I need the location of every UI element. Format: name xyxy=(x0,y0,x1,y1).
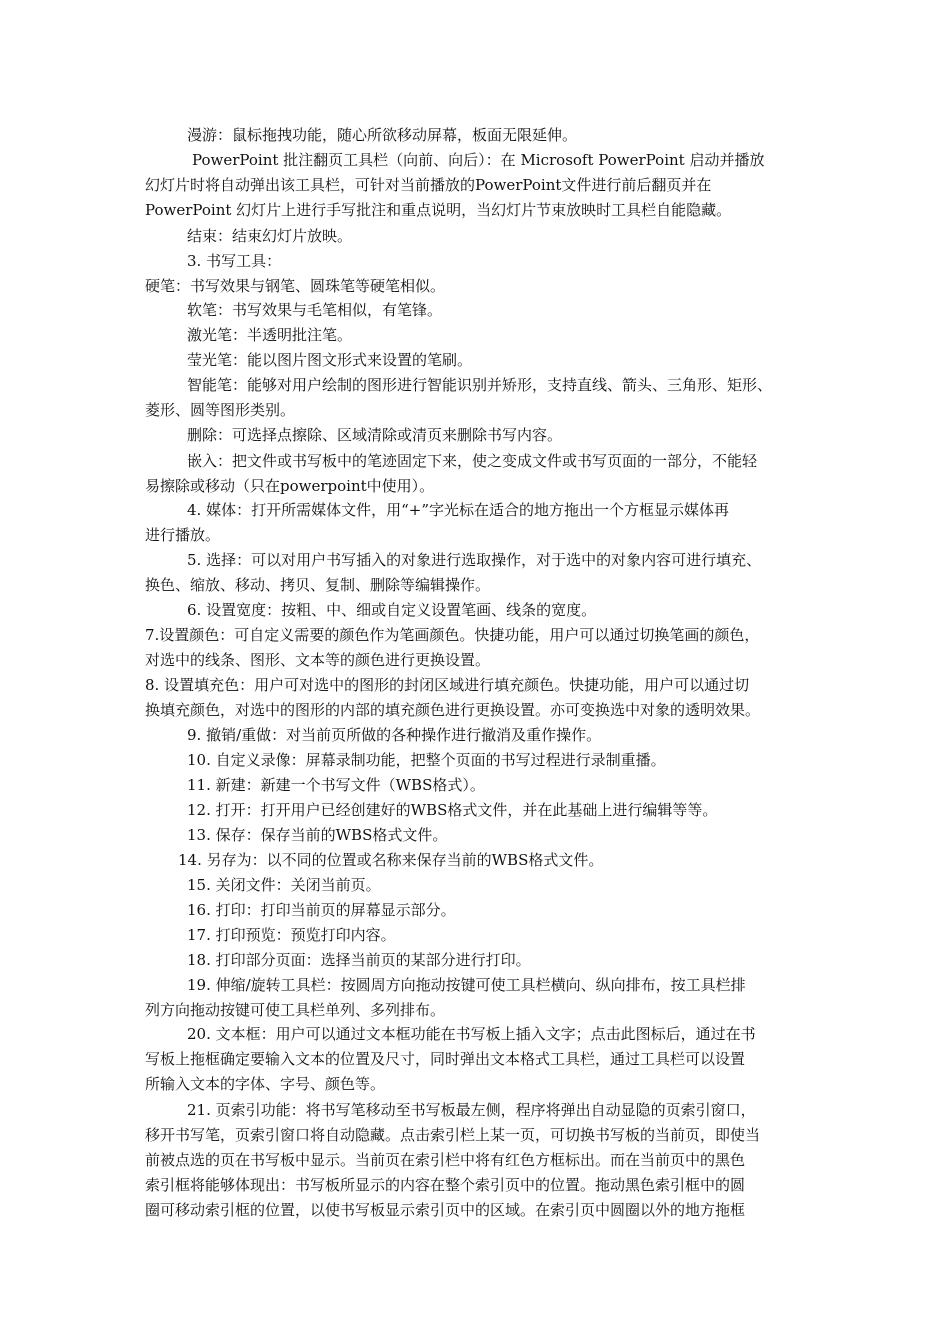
paragraph-line: 智能笔：能够对用户绘制的图形进行智能识别并矫形，支持直线、箭头、三角形、矩形、 xyxy=(187,376,773,394)
paragraph-line: 移开书写笔，页索引窗口将自动隐藏。点击索引栏上某一页，可切换书写板的当前页，即使当 xyxy=(145,1126,761,1144)
paragraph-line: 进行播放。 xyxy=(145,526,221,544)
paragraph-line: 删除：可选择点擦除、区域清除或清页来删除书写内容。 xyxy=(187,426,563,444)
paragraph-line: 20. 文本框：用户可以通过文本框功能在书写板上插入文字；点击此图标后，通过在书 xyxy=(187,1025,756,1043)
paragraph-line: PowerPoint 幻灯片上进行手写批注和重点说明，当幻灯片节束放映时工具栏自能隐藏。 xyxy=(145,201,732,219)
paragraph-line: 索引框将能够体现出：书写板所显示的内容在整个索引页中的位置。拖动黑色索引框中的圆 xyxy=(145,1176,746,1194)
section-heading: 3. 书写工具： xyxy=(187,252,282,270)
paragraph-line: 13. 保存：保存当前的WBS格式文件。 xyxy=(187,826,448,844)
paragraph-line: 莹光笔：能以图片图文形式来设置的笔刷。 xyxy=(187,351,473,369)
paragraph-line: 激光笔：半透明批注笔。 xyxy=(187,326,353,344)
paragraph-line: 前被点选的页在书写板中显示。当前页在索引栏中将有红色方框标出。而在当前页中的黑色 xyxy=(145,1151,746,1169)
paragraph-line: 15. 关闭文件：关闭当前页。 xyxy=(187,876,381,894)
paragraph-line: 所输入文本的字体、字号、颜色等。 xyxy=(145,1075,386,1093)
paragraph-line: 19. 伸缩/旋转工具栏：按圆周方向拖动按键可使工具栏横向、纵向排布，按工具栏排 xyxy=(187,976,746,994)
paragraph-line: 12. 打开：打开用户已经创建好的WBS格式文件，并在此基础上进行编辑等等。 xyxy=(187,801,718,819)
paragraph-line: 17. 打印预览：预览打印内容。 xyxy=(187,926,396,944)
paragraph-line: PowerPoint 批注翻页工具栏（向前、向后）：在 Microsoft PowerPoint 启动并播放 xyxy=(192,151,765,169)
paragraph-line: 6. 设置宽度：按粗、中、细或自定义设置笔画、线条的宽度。 xyxy=(187,601,597,619)
paragraph-line: 10. 自定义录像：屏幕录制功能，把整个页面的书写过程进行录制重播。 xyxy=(187,751,666,769)
paragraph-line: 4. 媒体：打开所需媒体文件，用“+”字光标在适合的地方拖出一个方框显示媒体再 xyxy=(187,501,729,519)
paragraph-line: 换色、缩放、移动、拷贝、复制、删除等编辑操作。 xyxy=(145,576,491,594)
paragraph-line: 幻灯片时将自动弹出该工具栏，可针对当前播放的PowerPoint文件进行前后翻页并在 xyxy=(145,176,712,194)
paragraph-line: 列方向拖动按键可使工具栏单列、多列排布。 xyxy=(145,1001,446,1019)
paragraph-line: 易擦除或移动（只在powerpoint中使用）。 xyxy=(145,477,435,495)
paragraph-line: 16. 打印：打印当前页的屏幕显示部分。 xyxy=(187,901,456,919)
paragraph-line: 21. 页索引功能：将书写笔移动至书写板最左侧，程序将弹出自动显隐的页索引窗口， xyxy=(187,1101,756,1119)
paragraph-line: 菱形、圆等图形类别。 xyxy=(145,401,296,419)
paragraph-line: 7.设置颜色：可自定义需要的颜色作为笔画颜色。快捷功能，用户可以通过切换笔画的颜色， xyxy=(145,626,760,644)
paragraph-line: 8. 设置填充色：用户可对选中的图形的封闭区域进行填充颜色。快捷功能，用户可以通过切 xyxy=(145,676,750,694)
paragraph-line: 结束：结束幻灯片放映。 xyxy=(187,227,353,245)
paragraph-line: 11. 新建：新建一个书写文件（WBS格式）。 xyxy=(187,776,485,794)
paragraph-line: 写板上拖框确定要输入文本的位置及尺寸，同时弹出文本格式工具栏，通过工具栏可以设置 xyxy=(145,1050,746,1068)
paragraph-line: 圈可移动索引框的位置，以使书写板显示索引页中的区域。在索引页中圆圈以外的地方拖框 xyxy=(145,1201,746,1219)
paragraph-line: 硬笔：书写效果与钢笔、圆珠笔等硬笔相似。 xyxy=(145,277,446,295)
paragraph-line: 对选中的线条、图形、文本等的颜色进行更换设置。 xyxy=(145,651,491,669)
paragraph-line: 换填充颜色，对选中的图形的内部的填充颜色进行更换设置。亦可变换选中对象的透明效果。 xyxy=(145,701,761,719)
paragraph-line: 5. 选择：可以对用户书写插入的对象进行选取操作，对于选中的对象内容可进行填充、 xyxy=(187,551,762,569)
paragraph-line: 14. 另存为：以不同的位置或名称来保存当前的WBS格式文件。 xyxy=(178,851,604,869)
paragraph-line: 漫游：鼠标拖拽功能，随心所欲移动屏幕，板面无限延伸。 xyxy=(187,126,578,144)
paragraph-line: 18. 打印部分页面：选择当前页的某部分进行打印。 xyxy=(187,951,531,969)
paragraph-line: 软笔：书写效果与毛笔相似，有笔锋。 xyxy=(187,301,443,319)
paragraph-line: 嵌入：把文件或书写板中的笔迹固定下来，使之变成文件或书写页面的一部分，不能轻 xyxy=(187,452,758,470)
paragraph-line: 9. 撤销/重做：对当前页所做的各种操作进行撤消及重作操作。 xyxy=(187,726,602,744)
